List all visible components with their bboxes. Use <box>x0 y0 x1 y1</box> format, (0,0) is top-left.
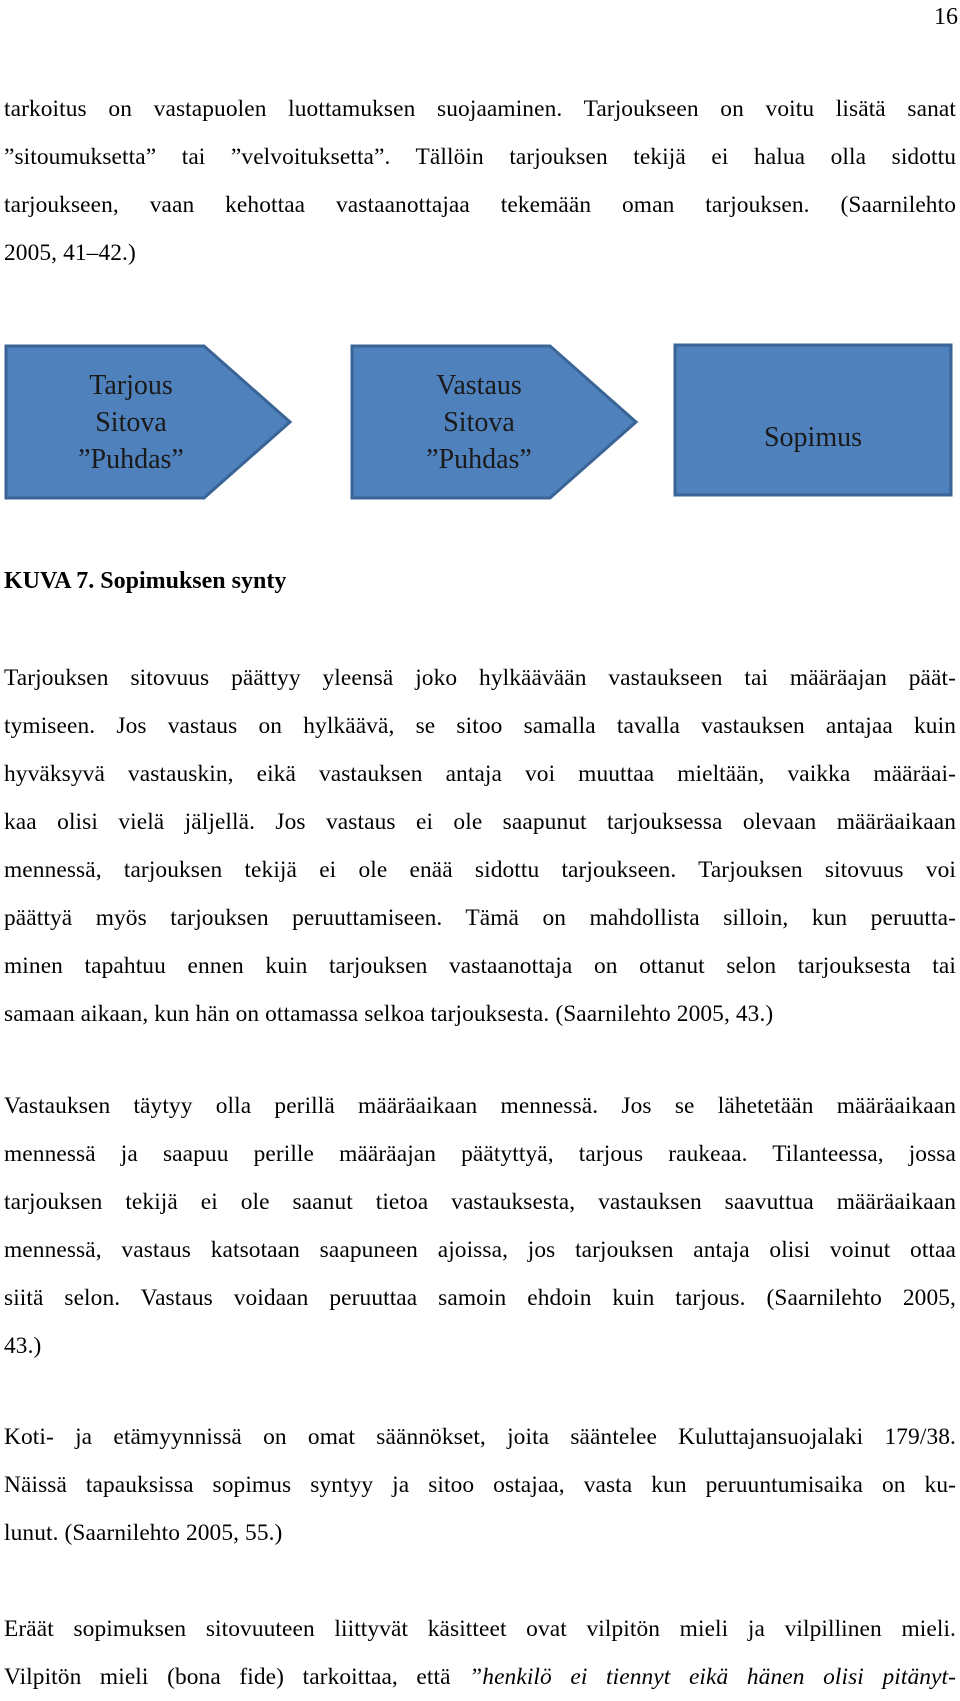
distance-selling-paragraph <box>4 1413 956 1557</box>
figure-caption: KUVA 7. Sopimuksen synty <box>4 568 287 594</box>
offer-binding-paragraph <box>4 654 956 1038</box>
good-faith-paragraph <box>4 1605 956 1701</box>
response-deadline-paragraph <box>4 1082 956 1370</box>
contract-step-label <box>675 362 951 512</box>
text-line: tarjouksen tekijä ei ole saanut tietoa vastauksesta, vastauksen saavuttua määräaikaan <box>4 1189 956 1215</box>
contract-formation-diagram <box>0 340 960 500</box>
text-line: lunut. (Saarnilehto 2005, 55.) <box>4 1520 283 1546</box>
text-line: Eräät sopimuksen sitovuuteen liittyvät käsitteet ovat vilpitön mieli ja vilpillinen mieli. <box>4 1616 956 1642</box>
page-number: 16 <box>934 4 958 30</box>
response-line: ”Puhdas” <box>426 443 532 475</box>
response-line: Vastaus <box>436 369 522 401</box>
text-line: samaan aikaan, kun hän on ottamassa selkoa tarjouksesta. (Saarnilehto 2005, 43.) <box>4 1001 774 1027</box>
text-line: kaa olisi vielä jäljellä. Jos vastaus ei ole saapunut tarjouksessa olevaan määräaikaan <box>4 809 956 835</box>
text-line: Vastauksen täytyy olla perillä määräaikaan mennessä. Jos se lähetetään määräaikaan <box>4 1093 956 1119</box>
text-line: Tarjouksen sitovuus päättyy yleensä joko hylkäävään vastaukseen tai määräajan päät- <box>4 665 956 691</box>
text-italic-quote: ”henkilö ei tiennyt eikä hänen olisi pitänyt- <box>469 1664 957 1690</box>
text-line: tarkoitus on vastapuolen luottamuksen suojaaminen. Tarjoukseen on voitu lisätä sanat <box>4 96 956 122</box>
offer-step-label <box>6 346 256 498</box>
offer-line: ”Puhdas” <box>78 443 184 475</box>
response-step-label <box>352 346 606 498</box>
text-line: minen tapahtuu ennen kuin tarjouksen vastaanottaja on ottanut selon tarjouksesta tai <box>4 953 956 979</box>
text-regular: Vilpitön mieli (bona fide) tarkoittaa, että <box>4 1664 470 1690</box>
offer-line: Sitova <box>95 406 167 438</box>
text-line: 43.) <box>4 1333 42 1359</box>
text-line: päättyä myös tarjouksen peruuttamiseen. Tämä on mahdollista silloin, kun peruutta- <box>4 905 956 931</box>
text-line: hyväksyvä vastauskin, eikä vastauksen antaja voi muuttaa mieltään, vaikka määräai- <box>4 761 956 787</box>
text-line: mennessä ja saapuu perille määräajan päätyttyä, tarjous raukeaa. Tilanteessa, jossa <box>4 1141 956 1167</box>
text-line: siitä selon. Vastaus voidaan peruuttaa samoin ehdoin kuin tarjous. (Saarnilehto 2005, <box>4 1285 956 1311</box>
text-line <box>4 1653 956 1701</box>
text-line: Koti- ja etämyynnissä on omat säännökset, joita sääntelee Kuluttajansuojalaki 179/38. <box>4 1424 956 1450</box>
text-line: Näissä tapauksissa sopimus syntyy ja sitoo ostajaa, vasta kun peruuntumisaika on ku- <box>4 1472 956 1498</box>
intro-paragraph <box>4 85 956 277</box>
text-line: 2005, 41–42.) <box>4 240 136 266</box>
offer-line: Tarjous <box>89 369 173 401</box>
text-line: ”sitoumuksetta” tai ”velvoituksetta”. Tällöin tarjouksen tekijä ei halua olla sidottu <box>4 144 956 170</box>
contract-line: Sopimus <box>763 421 863 453</box>
text-line: mennessä, vastaus katsotaan saapuneen ajoissa, jos tarjouksen antaja olisi voinut ottaa <box>4 1237 956 1263</box>
text-line: tymiseen. Jos vastaus on hylkäävä, se sitoo samalla tavalla vastauksen antajaa kuin <box>4 713 956 739</box>
text-line: mennessä, tarjouksen tekijä ei ole enää sidottu tarjoukseen. Tarjouksen sitovuus voi <box>4 857 956 883</box>
response-line: Sitova <box>443 406 515 438</box>
text-line: tarjoukseen, vaan kehottaa vastaanottajaa tekemään oman tarjouksen. (Saarnilehto <box>4 192 956 218</box>
